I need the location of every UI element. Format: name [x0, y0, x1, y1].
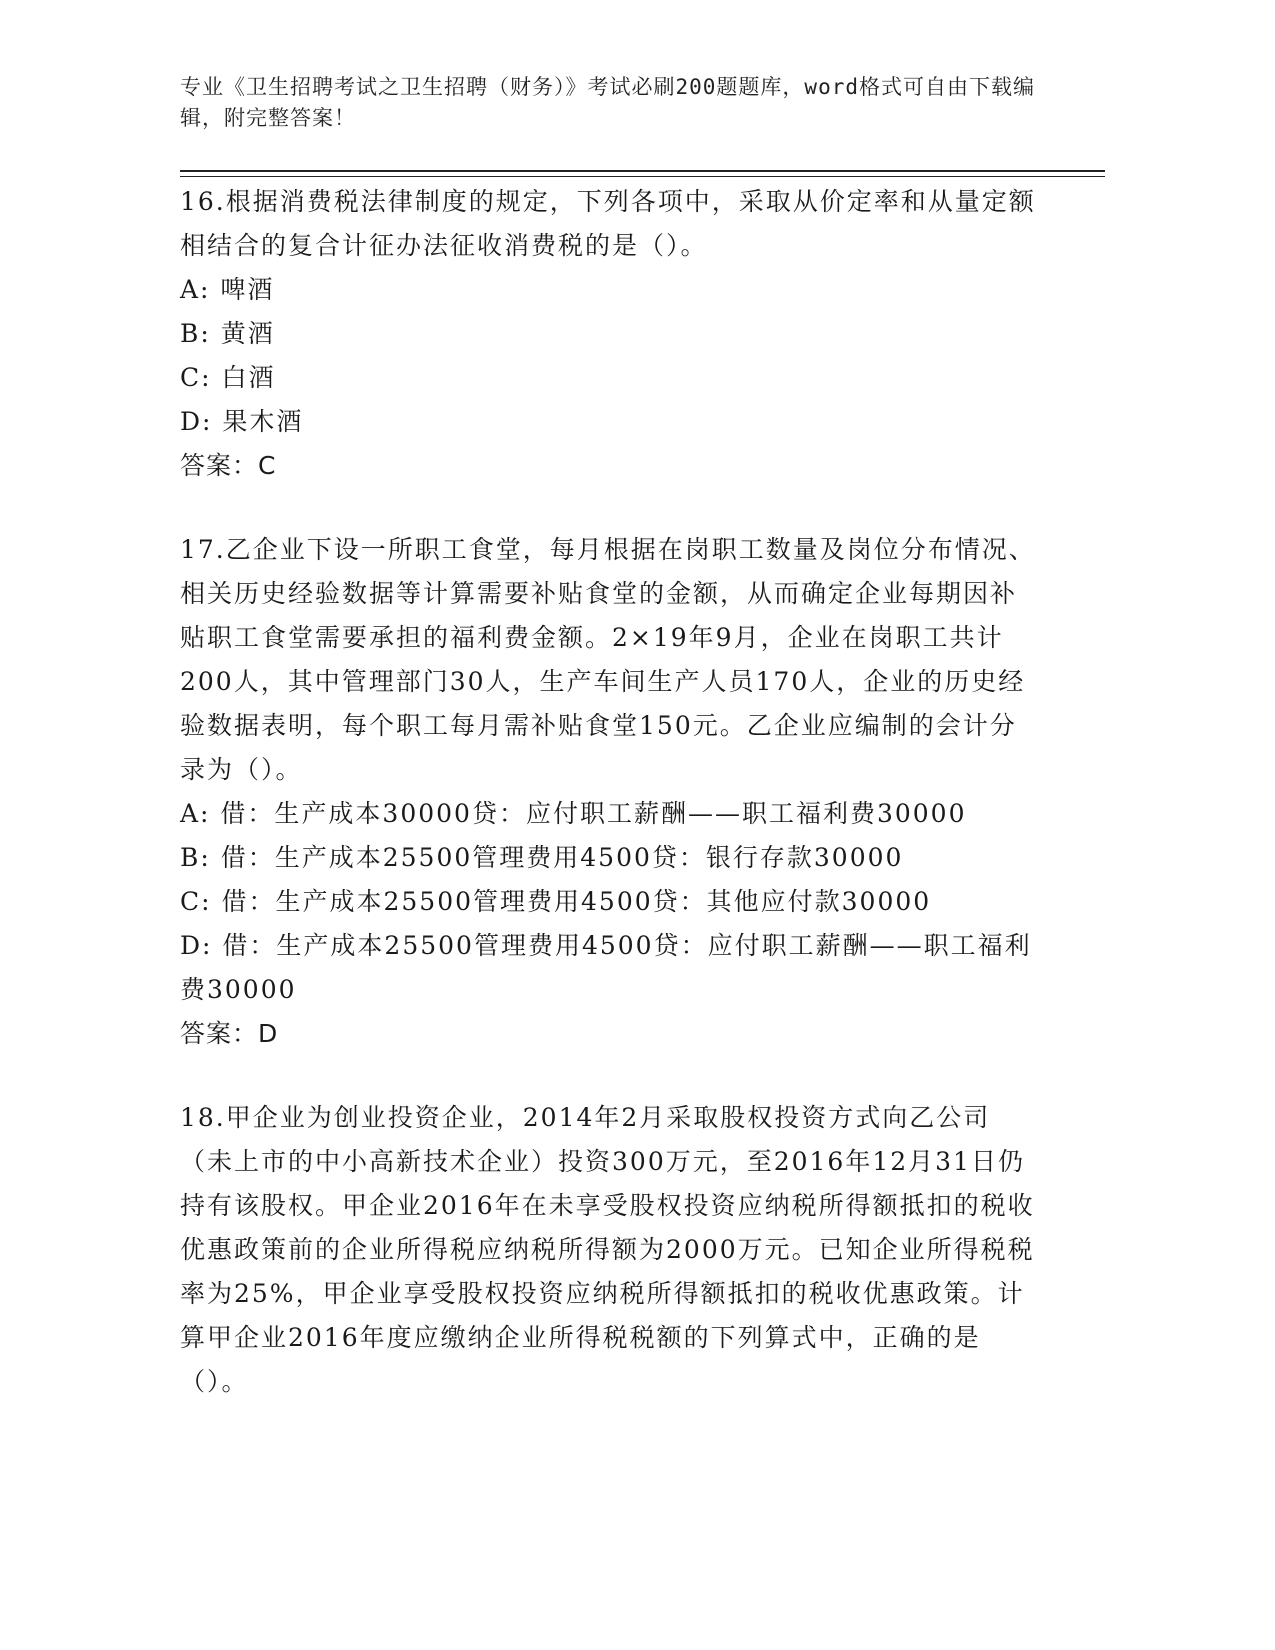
question-list	[180, 180, 1040, 1444]
answer: 答案：D	[180, 1019, 279, 1048]
option-a: A: 借：生产成本30000贷：应付职工薪酬——职工福利费30000	[180, 799, 967, 828]
option-b: B: 借：生产成本25500管理费用4500贷：银行存款30000	[180, 843, 904, 872]
option-b: B: 黄酒	[180, 319, 275, 348]
document-header: 专业《卫生招聘考试之卫生招聘（财务）》考试必刷200题题库，word格式可自由下载编辑，附完整答案！	[180, 75, 1035, 130]
header-rule-thin	[180, 176, 1105, 177]
question-17	[180, 528, 1040, 1056]
option-c: C: 白酒	[180, 363, 276, 392]
header-rule-thick	[180, 170, 1105, 172]
option-d: D: 借：生产成本25500管理费用4500贷：应付职工薪酬——职工福利费30000	[180, 931, 1032, 1004]
question-16	[180, 180, 1040, 488]
option-d: D: 果木酒	[180, 407, 304, 436]
answer: 答案：C	[180, 451, 277, 480]
question-stem: 18.甲企业为创业投资企业，2014年2月采取股权投资方式向乙公司（未上市的中小高新技术企业）投资300万元，至2016年12月31日仍持有该股权。甲企业2016年在未享受股权投资应纳税所得额抵扣的税收优惠政策前的企业所得税应纳税所得额为2000万元。已知企业所得税税率为25%，甲企业享受股权投资应纳税所得额抵扣的税收优惠政策。计算甲企业2016年度应缴纳企业所得税税额的下列算式中，正确的是（）。	[180, 1103, 1035, 1396]
question-18	[180, 1096, 1040, 1404]
question-stem: 16.根据消费税法律制度的规定，下列各项中，采取从价定率和从量定额相结合的复合计征办法征收消费税的是（）。	[180, 187, 1036, 260]
option-c: C: 借：生产成本25500管理费用4500贷：其他应付款30000	[180, 887, 932, 916]
option-a: A: 啤酒	[180, 275, 275, 304]
question-stem: 17.乙企业下设一所职工食堂，每月根据在岗职工数量及岗位分布情况、相关历史经验数据等计算需要补贴食堂的金额，从而确定企业每期因补贴职工食堂需要承担的福利费金额。2×19年9月，企业在岗职工共计200人，其中管理部门30人，生产车间生产人员170人，企业的历史经验数据表明，每个职工每月需补贴食堂150元。乙企业应编制的会计分录为（）。	[180, 535, 1036, 784]
